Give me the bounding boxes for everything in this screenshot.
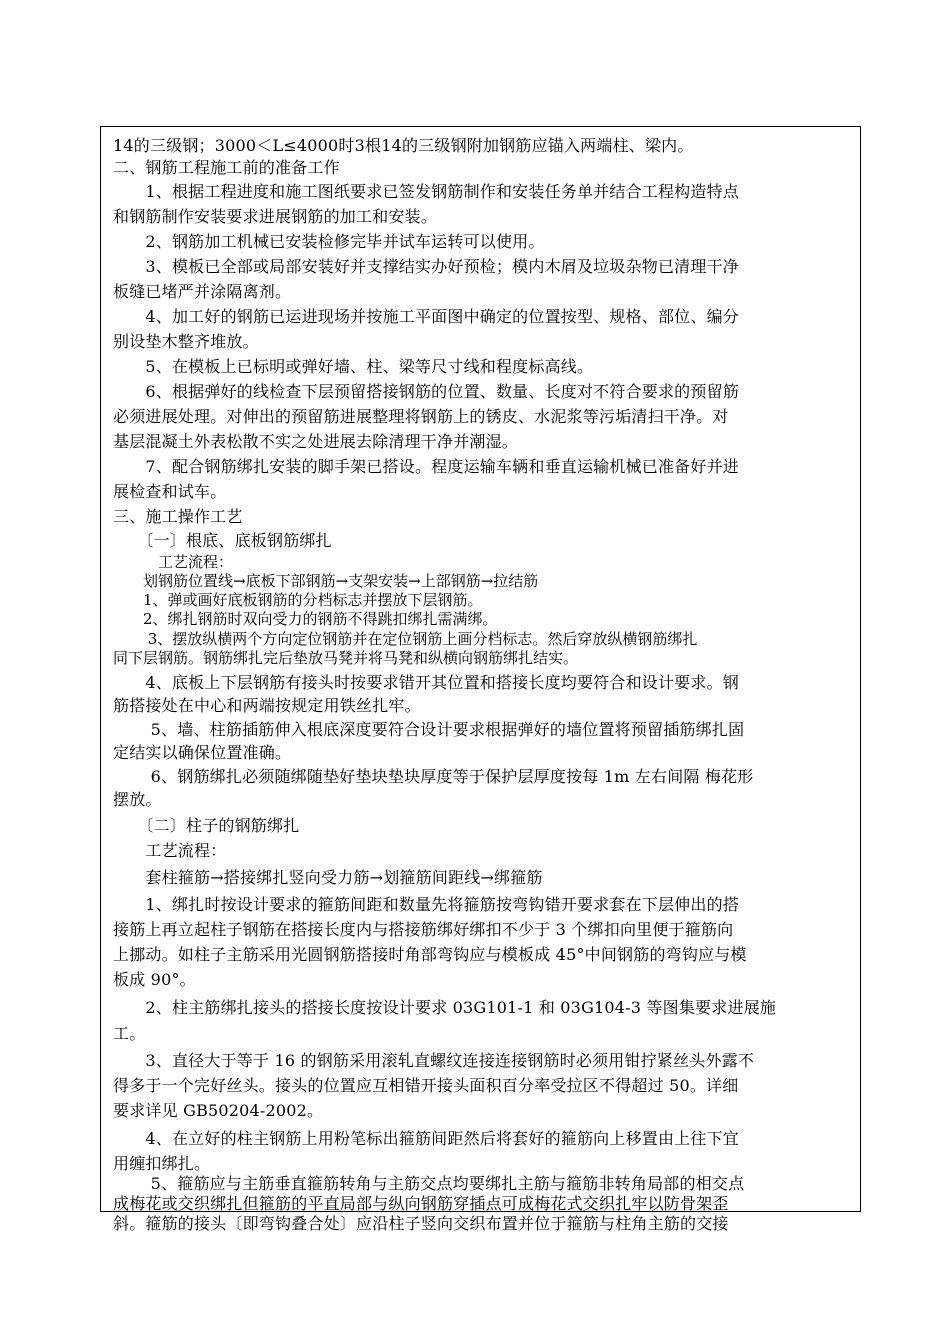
subsection-heading: 〔一〕根底、底板钢筋绑扎: [113, 531, 332, 550]
process-flow: 套柱箍筋→搭接绑扎竖向受力筋→划箍筋间距线→绑箍筋: [113, 868, 543, 887]
text-line: 别设垫木整齐堆放。: [113, 332, 259, 351]
text-line: 工。: [113, 1024, 146, 1043]
text-line: 4、底板上下层钢筋有接头时按要求错开其位置和搭接长度均要符合和设计要求。钢: [113, 673, 739, 692]
text-line: 定结实以确保位置准确。: [113, 743, 292, 762]
text-line: 2、柱主筋绑扎接头的搭接长度按设计要求 03G101-1 和 03G104-3 等图集要求进展施: [113, 998, 777, 1017]
text-line: 2、绑扎钢筋时双向受力的钢筋不得跳扣绑扎需满绑。: [113, 610, 498, 628]
text-line: 1、绑扎时按设计要求的箍筋间距和数量先将箍筋按弯钩错开要求套在下层伸出的搭: [113, 895, 739, 914]
text-line: 4、加工好的钢筋已运进现场并按施工平面图中确定的位置按型、规格、部位、编分: [113, 307, 739, 326]
section-heading: 三、施工操作工艺: [113, 507, 243, 526]
text-line: 14的三级钢；3000＜L≤4000时3根14的三级钢附加钢筋应锚入两端柱、梁内。: [113, 136, 694, 155]
text-line: 板成 90°。: [113, 970, 196, 989]
document-text-frame: [100, 126, 861, 1233]
text-line: 3、直径大于等于 16 的钢筋采用滚轧直螺纹连接连接钢筋时必须用钳拧紧丝头外露不: [113, 1051, 755, 1070]
text-line: 6、钢筋绑扎必须随绑随垫好垫块垫块厚度等于保护层厚度按每 1m 左右间隔 梅花形: [113, 767, 754, 786]
text-line: 展检查和试车。: [113, 482, 227, 501]
text-line: 必须进展处理。对伸出的预留筋进展整理将钢筋上的锈皮、水泥浆等污垢清扫干净。对: [113, 407, 729, 426]
text-line: 接筋上再立起柱子钢筋在搭接长度内与搭接筋绑好绑扣不少于 3 个绑扣向里便于箍筋向: [113, 920, 734, 939]
text-line: 1、根据工程进度和施工图纸要求已签发钢筋制作和安装任务单并结合工程构造特点: [113, 182, 739, 201]
text-line: 2、钢筋加工机械已安装检修完毕并试车运转可以使用。: [113, 232, 545, 251]
text-line: 用缠扣绑扎。: [113, 1154, 211, 1173]
text-line: 3、模板已全部或局部安装好并支撑结实办好预检；模内木屑及垃圾杂物已清理干净: [113, 257, 739, 276]
text-line: 斜。箍筋的接头〔即弯钩叠合处〕应沿柱子竖向交织布置并位于箍筋与柱角主筋的交接: [113, 1214, 729, 1233]
text-line: 4、在立好的柱主钢筋上用粉笔标出箍筋间距然后将套好的箍筋向上移置由上往下宜: [113, 1129, 739, 1148]
text-line: 和钢筋制作安装要求进展钢筋的加工和安装。: [113, 207, 438, 226]
text-line: 5、在模板上已标明或弹好墙、柱、梁等尺寸线和程度标高线。: [113, 357, 594, 376]
text-line: 3、摆放纵横两个方向定位钢筋并在定位钢筋上画分档标志。然后穿放纵横钢筋绑扎: [113, 630, 698, 648]
text-line: 5、墙、柱筋插筋伸入根底深度要符合设计要求根据弹好的墙位置将预留插筋绑扎固: [113, 720, 745, 739]
text-line: 1、弹或画好底板钢筋的分档标志并摆放下层钢筋。: [113, 591, 483, 609]
text-line: 摆放。: [113, 790, 162, 809]
text-line: 要求详见 GB50204-2002。: [113, 1101, 324, 1120]
text-line: 5、箍筋应与主筋垂直箍筋转角与主筋交点均要绑扎主筋与箍筋非转角局部的相交点: [113, 1174, 745, 1193]
text-line: 6、根据弹好的线检查下层预留搭接钢筋的位置、数量、长度对不符合要求的预留筋: [113, 382, 739, 401]
text-line: 7、配合钢筋绑扎安装的脚手架已搭设。程度运输车辆和垂直运输机械已准备好并进: [113, 457, 739, 476]
text-line: 得多于一个完好丝头。接头的位置应互相错开接头面积百分率受拉区不得超过 50。详细: [113, 1076, 739, 1095]
section-heading: 二、钢筋工程施工前的准备工作: [113, 158, 340, 177]
text-line: 上挪动。如柱子主筋采用光圆钢筋搭接时角部弯钩应与模板成 45°中间钢筋的弯钩应与模: [113, 945, 747, 964]
text-line: 同下层钢筋。钢筋绑扎完后垫放马凳并将马凳和纵横向钢筋绑扎结实。: [113, 649, 579, 667]
text-line: 基层混凝土外表松散不实之处进展去除清理干净并潮湿。: [113, 432, 519, 451]
text-line: 成梅花或交织绑扎但箍筋的平直局部与纵向钢筋穿插点可成梅花式交织扎牢以防骨架歪: [113, 1194, 729, 1213]
text-line: 板缝已堵严并涂隔离剂。: [113, 282, 292, 301]
text-line: 筋搭接处在中心和两端按规定用铁丝扎牢。: [113, 696, 421, 715]
text-line: 工艺流程：: [113, 841, 227, 860]
text-line: 工艺流程：: [113, 553, 234, 571]
process-flow: 划钢筋位置线→底板下部钢筋→支架安装→上部钢筋→拉结筋: [113, 572, 539, 590]
subsection-heading: 〔二〕柱子的钢筋绑扎: [113, 816, 300, 835]
